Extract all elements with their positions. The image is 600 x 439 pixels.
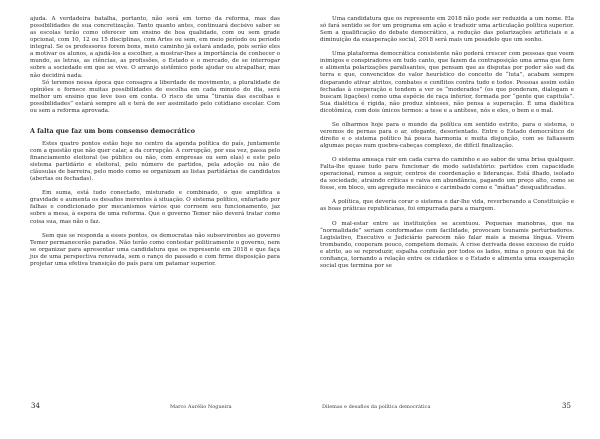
paragraph: O sistema ameaça ruir em cada curva do caminho e ao sabor de uma brisa qualquer. Falta-lhe quase tudo para funcionar de modo satisfatório: partidos com capacidade operacional, rumos a seguir, centros de coordenação e lideranças. Está ilhado, isolado da sociedade, atraindo críticas e raiva em abundância, pagando um preço alto, como se fosse, em bloco, um agregado mecânico e carimbado como e “máfias” desqualificadas. <box>320 157 574 192</box>
right-text-column <box>320 16 574 270</box>
running-head: Dilemas e desafios da política democrática <box>322 404 431 410</box>
left-text-column <box>30 16 280 268</box>
paragraph: Só teremos nessa época que consagra a liberdade de movimento, a pluralidade de opiniões e fornece muitas possibilidades de escolha em cada minuto do dia, será melhor um ensino que leve isso em conta. O risco de uma “tirania das escolhas e possibilidades” estará sempre ali e terá de ser assimilado pelo cotidiano escolar. Com ou sem a reforma aprovada. <box>30 79 280 114</box>
running-head: Marco Aurélio Nogueira <box>170 404 232 410</box>
paragraph: Uma plataforma democrática consistente não poderá crescer com pessoas que veem inimigos e conspiradores em tudo canto, que fazem da contraposição uma arma que fere e alimenta polarizações paralisantes, que pensam que as disputas por poder são sad da terra e que, convencidos do valor heurístico do conceito de “luta”, acabam sempre disparando ativar atritos, combates e conflitos contra tudo e todos. Pessoas assim estão fechadas à cooperação e tendem a ver os “moderados” (os que ponderam, dialogam e buscam ligações) como uma espécie de raça inferior, formada por “gente que capitula”. Sua dialética é rígida, não produz sínteses, não pensa a superação. É uma dialética dicotômica, com dois únicos termos: a tese e a antítese, nós e eles, o bem e o mal. <box>320 51 574 114</box>
paragraph: Em suma, está tudo conectado, misturado e combinado, o que amplifica a gravidade e aumenta os desafios inerentes à situação. O sistema político, enfartado por falhas e condicionado por mecanismos vários que corroem seu funcionamento, jaz sobre a mesa, à espera de uma reforma. Que o governo Temer não deverá tratar como coisa sua, mas não o faz. <box>30 190 280 225</box>
paragraph: Uma candidatura que os represente em 2018 não pode ser reduzida a um nome. Ela só fará sentido se for um programa em ação e traduzir uma articulação política superior. Sem a qualificação do debate democrático, a redução das polarizações artificiais e a diminuição da exasperação social, 2018 será mais um pesadelo que um sonho. <box>320 16 574 44</box>
right-page <box>300 0 600 439</box>
paragraph: Sem que se responda a esses pontos, os democratas não subsevirentes ao governo Temer permanecerão parados. Não terão como contestar politicamente o governo, nem se organizar para apresentar uma candidatura que os represente em 2018 e que faça jus de uma perspectiva renovada, sem o ranço do passado e com firme disposição para projetar uma efetiva transição do país para um patamar superior. <box>30 232 280 267</box>
paragraph: O mal-estar entre as instituições se acentuou. Pequenas manobras, que na “normalidade” seriam conformadas com facilidade, provocam tsunamis perturbadores. Legislativo, Executivo e Judiciário parecem não falar mais a mesma língua. Vivem trombando, cooperam pouco, competem demais. A crise derivada desse excesso de ruído e atrito, ao se reproduzir, espalha confusão por todos os lados, mina o pouco que há de confiança, tornando a relação entre os cidadãos e o Estado e alimenta uma exasperação social que termina por se <box>320 220 574 269</box>
paragraph: Estes quatro pontos estão hoje no centro da agenda política do país, juntamente com a questão que não quer calar, a da corrupção. A corrupção, por sua vez, passa pelo financiamento eleitoral (se público ou não, com empresas ou sem elas) e este pelo sistema partidário e eleitoral, pelo número de partidos, pela adoção ou não de cláusulas de barreira, pelo modo como se organizam as listas partidárias de candidatos (abertas ou fechadas). <box>30 140 280 183</box>
section-heading: A falta que faz um bom consenso democrático <box>30 126 196 135</box>
paragraph: A política, que deveria corar o sistema e dar-lhe vida, reverberando a Constituição e as boas práticas republicanas, foi empurrada para a margem. <box>320 199 574 213</box>
page-number: 34 <box>31 402 40 410</box>
paragraph: ajuda. A verdadeira batalha, portanto, não será em torno da reforma, mas das possibilidades de sua concretização. Tanto quanto antes, continuará decisivo saber se as escolas terão como oferecer um ensino de boa qualidade, com ou sem grade opcional, com 10, 12 ou 15 disciplinas, com Artes ou sem, em meio período ou período integral. Se os professores forem bons, meio caminho já estará andado, pois serão eles a motivar os alunos, a ajudá-los a escolher, a mostrar-lhes a importância de conhecer o mundo, as letras, as ciências, as profissões, o Estado e o mercado, de se interrogar sobre a sociedade em que se vive. O arranjo sistêmico pode ajudar ou atrapalhar, mas não decidirá nada. <box>30 16 280 79</box>
paragraph: Se olharmos hoje para o mundo da política em sentido estrito, para o sistema, o veremos de pernas para o ar, ofegante, desorientado. Entre o Estado democrático de direito e o sistema político há pouca harmonia e muita disjunção, com se faltassem algumas peças num quebra-cabeças complexo, de difícil finalização. <box>320 121 574 149</box>
page-number: 35 <box>562 402 571 410</box>
